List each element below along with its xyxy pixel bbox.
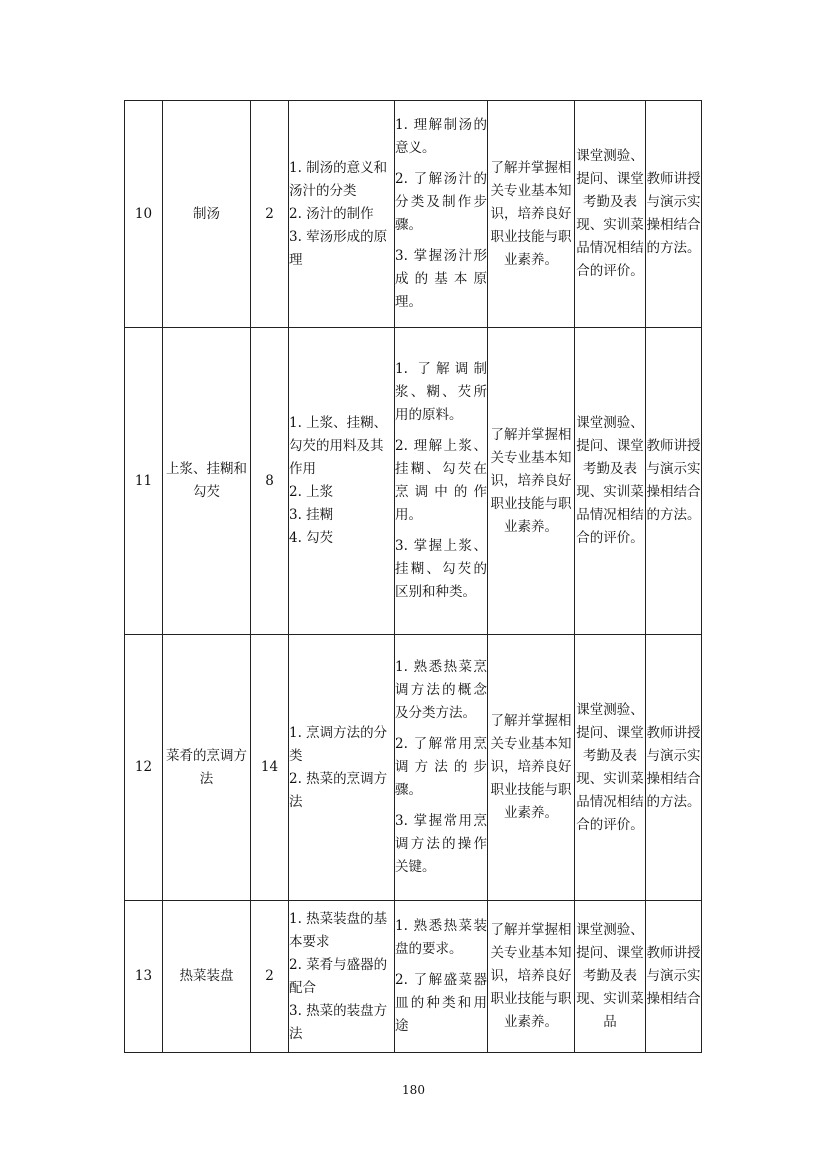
requirement-item: 3. 掌握上浆、挂糊、勾芡的区别和种类。 xyxy=(395,538,487,600)
row-number: 11 xyxy=(125,328,163,635)
content-item: 2. 汤汁的制作 xyxy=(289,205,374,222)
hours: 14 xyxy=(251,635,289,901)
content-item: 1. 制汤的意义和汤汁的分类 xyxy=(289,159,388,199)
requirement-item: 2. 理解上浆、挂糊、勾芡在烹调中的作用。 xyxy=(395,438,487,523)
method-cell: 教师讲授与演示实操相结合 xyxy=(646,901,702,1053)
requirement-item: 1. 理解制汤的意义。 xyxy=(395,117,487,156)
hours: 8 xyxy=(251,328,289,635)
goal-cell: 了解并掌握相关专业基本知识，培养良好职业技能与职业素养。 xyxy=(488,901,575,1053)
content-item: 3. 热菜的装盘方法 xyxy=(289,1002,388,1042)
content-item: 2. 上浆 xyxy=(289,484,334,500)
table-row xyxy=(125,328,702,635)
method-cell: 教师讲授与演示实操相结合的方法。 xyxy=(646,101,702,328)
content-cell xyxy=(289,328,395,635)
topic-name: 上浆、挂糊和勾芡 xyxy=(163,328,251,635)
requirement-item: 2. 了解盛菜器皿的种类和用途 xyxy=(395,972,487,1034)
content-item: 1. 上浆、挂糊、勾芡的用料及其作用 xyxy=(289,415,388,477)
topic-name: 制汤 xyxy=(163,101,251,328)
requirement-item: 3. 掌握汤汁形成的基本原理。 xyxy=(395,248,487,310)
requirements-cell xyxy=(395,101,488,328)
content-item: 3. 挂糊 xyxy=(289,507,334,523)
evaluation-cell: 课堂测验、提问、课堂考勤及表现、实训菜品情况相结合的评价。 xyxy=(575,328,646,635)
hours: 2 xyxy=(251,101,289,328)
content-item: 1. 烹调方法的分类 xyxy=(289,724,388,764)
syllabus-table xyxy=(124,100,702,1053)
table-row xyxy=(125,101,702,328)
evaluation-cell: 课堂测验、提问、课堂考勤及表现、实训菜品情况相结合的评价。 xyxy=(575,101,646,328)
content-cell xyxy=(289,635,395,901)
table-row xyxy=(125,635,702,901)
table-row xyxy=(125,901,702,1053)
content-cell xyxy=(289,101,395,328)
goal-cell: 了解并掌握相关专业基本知识，培养良好职业技能与职业素养。 xyxy=(488,328,575,635)
requirement-item: 3. 掌握常用烹调方法的操作关键。 xyxy=(395,813,487,875)
requirements-cell xyxy=(395,635,488,901)
row-number: 12 xyxy=(125,635,163,901)
evaluation-cell: 课堂测验、提问、课堂考勤及表现、实训菜品 xyxy=(575,901,646,1053)
content-item: 2. 热菜的烹调方法 xyxy=(289,770,388,810)
topic-name: 菜肴的烹调方法 xyxy=(163,635,251,901)
page-number: 180 xyxy=(402,1083,425,1097)
content-item: 3. 荤汤形成的原理 xyxy=(289,228,388,268)
content-item: 1. 热菜装盘的基本要求 xyxy=(289,910,388,950)
evaluation-cell: 课堂测验、提问、课堂考勤及表现、实训菜品情况相结合的评价。 xyxy=(575,635,646,901)
requirement-item: 1. 熟悉热菜烹调方法的概念及分类方法。 xyxy=(395,659,487,721)
row-number: 10 xyxy=(125,101,163,328)
requirements-cell xyxy=(395,328,488,635)
requirements-cell xyxy=(395,901,488,1053)
content-cell xyxy=(289,901,395,1053)
goal-cell: 了解并掌握相关专业基本知识，培养良好职业技能与职业素养。 xyxy=(488,635,575,901)
topic-name: 热菜装盘 xyxy=(163,901,251,1053)
goal-cell: 了解并掌握相关专业基本知识，培养良好职业技能与职业素养。 xyxy=(488,101,575,328)
content-item: 4. 勾芡 xyxy=(289,530,334,546)
content-item: 2. 菜肴与盛器的配合 xyxy=(289,956,388,996)
row-number: 13 xyxy=(125,901,163,1053)
requirement-item: 2. 了解汤汁的分类及制作步骤。 xyxy=(395,171,487,233)
method-cell: 教师讲授与演示实操相结合的方法。 xyxy=(646,328,702,635)
requirement-item: 1. 熟悉热菜装盘的要求。 xyxy=(395,918,487,957)
method-cell: 教师讲授与演示实操相结合的方法。 xyxy=(646,635,702,901)
requirement-item: 2. 了解常用烹调方法的步骤。 xyxy=(395,736,487,798)
requirement-item: 1. 了解调制浆、糊、芡所用的原料。 xyxy=(395,361,487,423)
hours: 2 xyxy=(251,901,289,1053)
